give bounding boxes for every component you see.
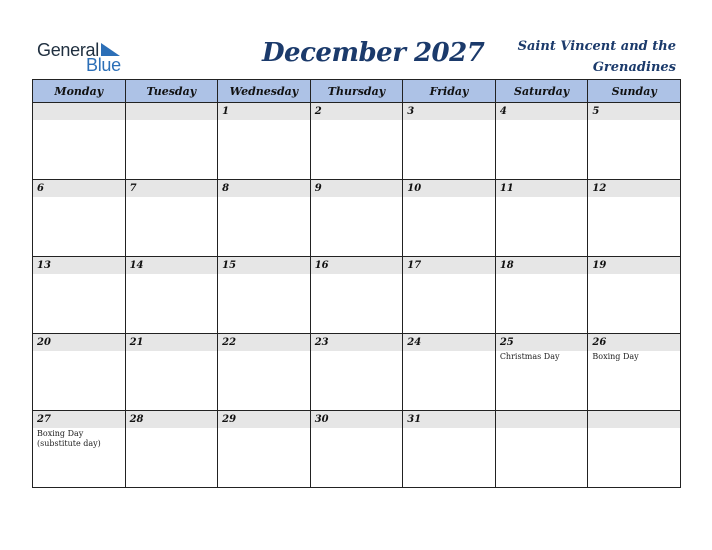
day-cell xyxy=(125,257,218,334)
day-number: 25 xyxy=(496,334,588,351)
day-cell xyxy=(33,411,126,488)
day-number: 30 xyxy=(311,411,403,428)
day-cell xyxy=(495,257,588,334)
day-number: 31 xyxy=(403,411,495,428)
day-cell xyxy=(403,180,496,257)
day-cell xyxy=(403,411,496,488)
day-cell xyxy=(33,334,126,411)
day-cell xyxy=(218,334,311,411)
day-number: 14 xyxy=(126,257,218,274)
day-number: 8 xyxy=(218,180,310,197)
day-number: 15 xyxy=(218,257,310,274)
day-number: 23 xyxy=(311,334,403,351)
weekday-sunday: Sunday xyxy=(588,80,681,103)
logo-blue-text: Blue xyxy=(86,55,121,75)
holiday-label: Boxing Day (substitute day) xyxy=(37,429,101,448)
day-number: 3 xyxy=(403,103,495,120)
day-cell xyxy=(403,257,496,334)
day-number: 12 xyxy=(588,180,680,197)
day-number: 6 xyxy=(33,180,125,197)
weekday-saturday: Saturday xyxy=(495,80,588,103)
day-cell xyxy=(588,180,681,257)
day-number: 28 xyxy=(126,411,218,428)
day-number: 1 xyxy=(218,103,310,120)
holiday-label: Christmas Day xyxy=(499,352,560,361)
day-number: 4 xyxy=(496,103,588,120)
day-number xyxy=(126,103,218,120)
weekday-friday: Friday xyxy=(403,80,496,103)
weekday-thursday: Thursday xyxy=(310,80,403,103)
weekday-monday: Monday xyxy=(33,80,126,103)
day-cell xyxy=(218,411,311,488)
day-cell xyxy=(310,334,403,411)
day-number: 22 xyxy=(218,334,310,351)
day-cell xyxy=(495,180,588,257)
day-cell xyxy=(310,180,403,257)
day-cell xyxy=(495,103,588,180)
weekday-tuesday: Tuesday xyxy=(125,80,218,103)
day-number: 10 xyxy=(403,180,495,197)
day-cell xyxy=(310,411,403,488)
day-number: 17 xyxy=(403,257,495,274)
day-cell xyxy=(218,180,311,257)
day-cell xyxy=(310,257,403,334)
week-row-1 xyxy=(33,103,681,180)
week-row-3 xyxy=(33,257,681,334)
day-cell xyxy=(33,103,126,180)
day-number: 16 xyxy=(311,257,403,274)
day-cell xyxy=(588,103,681,180)
day-cell xyxy=(125,180,218,257)
day-number: 19 xyxy=(588,257,680,274)
holiday-label: Boxing Day xyxy=(592,352,639,361)
week-row-2 xyxy=(33,180,681,257)
day-number: 21 xyxy=(126,334,218,351)
day-cell xyxy=(495,411,588,488)
day-number: 5 xyxy=(588,103,680,120)
day-cell xyxy=(403,103,496,180)
day-number: 29 xyxy=(218,411,310,428)
day-cell xyxy=(588,334,681,411)
calendar-grid xyxy=(32,79,681,488)
week-row-4 xyxy=(33,334,681,411)
day-cell xyxy=(33,180,126,257)
week-row-5 xyxy=(33,411,681,488)
day-number xyxy=(496,411,588,428)
day-number: 7 xyxy=(126,180,218,197)
day-number: 13 xyxy=(33,257,125,274)
day-number: 20 xyxy=(33,334,125,351)
day-cell xyxy=(588,411,681,488)
day-number: 24 xyxy=(403,334,495,351)
day-cell xyxy=(125,411,218,488)
day-cell xyxy=(310,103,403,180)
day-number: 26 xyxy=(588,334,680,351)
calendar-title: December 2027 xyxy=(262,38,485,68)
day-cell xyxy=(495,334,588,411)
day-cell xyxy=(588,257,681,334)
weekday-header-row xyxy=(33,80,681,103)
day-number xyxy=(33,103,125,120)
weekday-wednesday: Wednesday xyxy=(218,80,311,103)
day-number: 18 xyxy=(496,257,588,274)
day-number xyxy=(588,411,680,428)
day-number: 2 xyxy=(311,103,403,120)
day-number: 11 xyxy=(496,180,588,197)
region-name: Saint Vincent and the Grenadines xyxy=(517,39,676,75)
day-cell xyxy=(125,103,218,180)
logo-general-text: General xyxy=(37,40,99,60)
day-cell xyxy=(403,334,496,411)
logo xyxy=(37,40,137,74)
day-number: 9 xyxy=(311,180,403,197)
day-cell xyxy=(33,257,126,334)
day-cell xyxy=(125,334,218,411)
day-number: 27 xyxy=(33,411,125,428)
day-cell xyxy=(218,257,311,334)
day-cell xyxy=(218,103,311,180)
